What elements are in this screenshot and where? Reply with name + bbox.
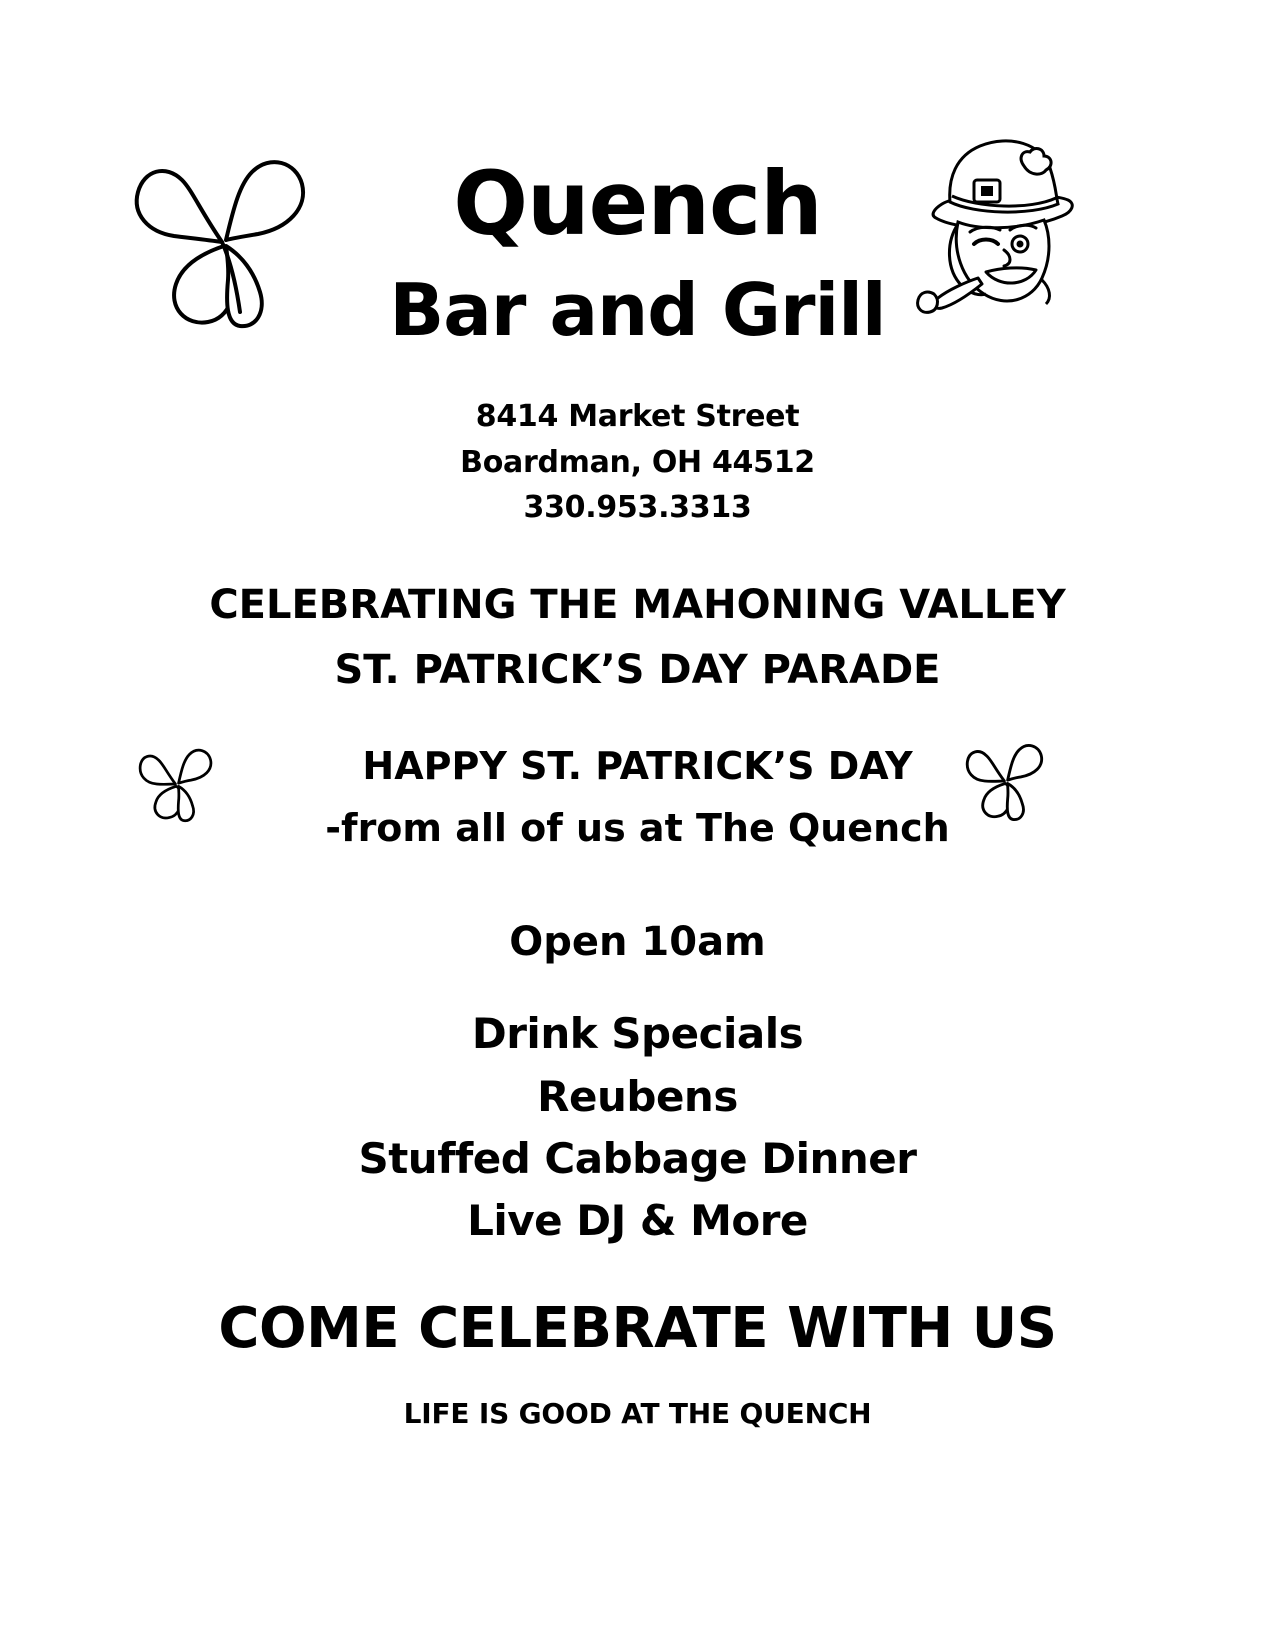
open-time: Open 10am xyxy=(509,919,766,966)
list-item: Drink Specials xyxy=(471,1009,804,1059)
call-to-action: COME CELEBRATE WITH US xyxy=(218,1296,1057,1362)
list-item: Reubens xyxy=(537,1071,738,1121)
celebrating-line-1: CELEBRATING THE MAHONING VALLEY xyxy=(209,581,1066,628)
address-street: 8414 Market Street xyxy=(475,399,800,434)
address-block xyxy=(0,394,1275,531)
greeting-line-2: -from all of us at The Quench xyxy=(325,805,950,850)
greeting-block xyxy=(0,736,1275,859)
celebrating-line-2: ST. PATRICK’S DAY PARADE xyxy=(334,646,941,693)
tagline: LIFE IS GOOD AT THE QUENCH xyxy=(403,1397,872,1431)
page-subtitle: Bar and Grill xyxy=(389,268,886,352)
list-item: Live DJ & More xyxy=(467,1195,808,1245)
specials-list xyxy=(0,1003,1275,1252)
phone-number: 330.953.3313 xyxy=(523,490,752,526)
list-item: Stuffed Cabbage Dinner xyxy=(358,1133,917,1183)
celebrating-heading xyxy=(0,573,1275,703)
page-title: Quench xyxy=(453,152,822,255)
address-city-state-zip: Boardman, OH 44512 xyxy=(460,444,815,480)
greeting-line-1: HAPPY ST. PATRICK’S DAY xyxy=(362,744,913,789)
